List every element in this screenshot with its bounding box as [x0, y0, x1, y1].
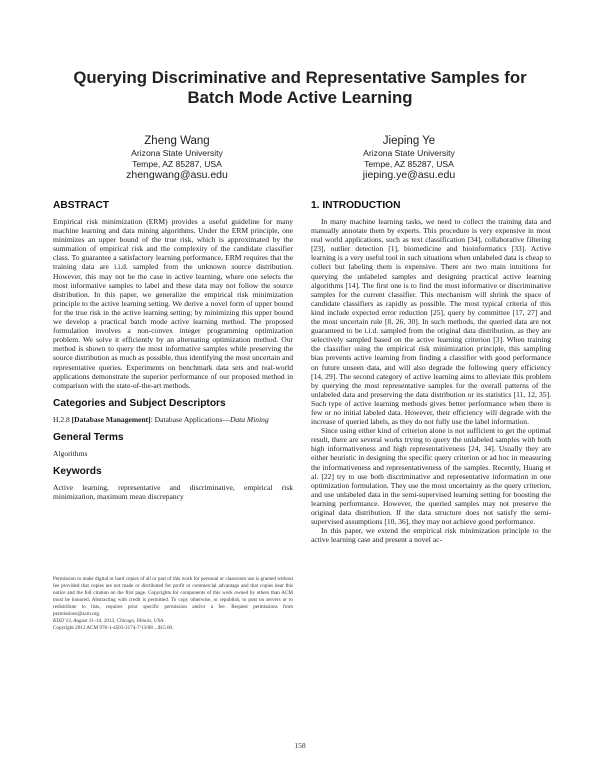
abstract-text: Empirical risk minimization (ERM) provides a useful guideline for many machine learning and data mining algorithms. Under the ERM principle, one minimizes an upper bound of the true risk, which is approximated by the summation of empirical risk and the complexity of the candidate classifier class. To guarantee a satisfactory learning performance, ERM requires that the training data are i.i.d. sampled from the unknown source distribution. However, this may not be the case in active learning, where one selects the most informative samples to label and these data may not follow the source distribution. In this paper, we generalize the empirical risk minimization principle to the active learning setting. We derive a novel form of upper bound for the true risk in the active learning setting; by minimizing this upper bound we develop a practical batch mode active learning method. The proposed formulation involves a non-convex integer programming optimization problem. We solve it efficiently by an alternating optimization method. Our method is shown to query the most informative samples while preserving the source distribution as much as possible, thus identifying the most uncertain and representative queries. Experiments on benchmark data sets and real-world applications demonstrate the superior performance of our proposed method in comparison with the state-of-the-art methods.: [53, 217, 293, 390]
author-email: jieping.ye@asu.edu: [362, 169, 456, 181]
title-line-2: Batch Mode Active Learning: [187, 88, 413, 107]
paper-title: [40, 68, 560, 108]
category-desc: : Database Applications—: [150, 414, 230, 424]
keywords-heading: Keywords: [53, 465, 102, 477]
category-bold: [Database Management]: [71, 414, 151, 424]
author-name: Jieping Ye: [382, 135, 436, 147]
categories-text: [53, 415, 293, 424]
right-column: [311, 200, 551, 544]
permission-notice: [53, 576, 293, 632]
abstract-heading: ABSTRACT: [53, 200, 110, 211]
author-block-1: [77, 135, 277, 182]
author-address: Tempe, AZ 85287, USA: [132, 158, 222, 169]
permission-text: Permission to make digital or hard copies of all or part of this work for personal or classroom use is granted without fee provided that copies are not made or distributed for profit or commercial advantage and that copies bear this notice and the full citation on the first page. Copyrights for components of this work owned by others than ACM must be honored. Abstracting with credit is permitted. To copy otherwise, or republish, to post on servers or to redistribute to lists, requires prior specific permission and/or a fee. Request permissions from permissions@acm.org.: [53, 576, 293, 617]
category-italic: Data Mining: [229, 414, 269, 424]
keywords-text: Active learning, representative and discriminative, empirical risk minimization, maximum mean discrepancy: [53, 482, 293, 502]
venue-line: KDD’13, August 11–14, 2013, Chicago, Illinois, USA.: [53, 618, 165, 624]
left-column: [53, 200, 293, 501]
categories-heading: Categories and Subject Descriptors: [53, 397, 226, 409]
author-email: zhengwang@asu.edu: [126, 169, 228, 181]
intro-paragraph-3: In this paper, we extend the empirical risk minimization principle to the active learning case and present a novel ac-: [311, 526, 551, 545]
title-line-1: Querying Discriminative and Representative Samples for: [73, 68, 527, 87]
author-name: Zheng Wang: [144, 135, 210, 147]
general-terms-heading: General Terms: [53, 431, 124, 443]
author-affiliation: Arizona State University: [131, 148, 223, 158]
general-terms-text: Algorithms: [53, 448, 88, 458]
introduction-heading: 1. INTRODUCTION: [311, 200, 401, 211]
author-block-2: [309, 135, 509, 182]
intro-paragraph-1: In many machine learning tasks, we need to collect the training data and manually annotate them by experts. This procedure is very expensive in most real world applications, such as text classification [34], collaborative filtering [23], outlier detection [1], biomedicine and bioinformatics [33]. Active learning is a very useful tool in such situations when unlabeled data is cheap to collect but labeling them is expensive. There are two main intuitions for querying the unlabeled samples and designing practical active learning algorithms [14]. The first one is to find the most informative or discriminative samples for the current classifier. This mechanism will shrink the space of candidate classifiers as rapidly as possible. The most typical criteria of this kind include expected error reduction [25], query by committee [17, 27] and the most uncertain rule [8, 26, 30]. In such methods, the queried data are not guaranteed to be i.i.d. sampled from the original data distribution, as they are selectively sampled based on the active learning criterion [3]. When training the classifier using the empirical risk minimization principle, this sampling bias prevents active learning from finding a classifier with good performance on future unseen data, and will also degrade the following query efficiency [14, 29]. The second category of active learning aims to alleviate this problem by querying the most representative samples for the overall patterns of the unlabeled data and preserving the data distribution or its statistics [11, 12, 35]. Such type of active learning methods gives better performance when there is few or no initial labeled data. However, their efficiency will degrade with the increase of queried labels, as they do not fully use the label information.: [311, 217, 551, 427]
author-address: Tempe, AZ 85287, USA: [364, 158, 454, 169]
author-affiliation: Arizona State University: [363, 148, 455, 158]
page-number: 158: [294, 741, 306, 750]
intro-paragraph-2: Since using either kind of criterion alone is not sufficient to get the optimal result, there are several works trying to query the unlabeled samples with both high informativeness and high representativeness [24, 34]. Usually they are either heuristic in designing the specific query criterion or ad hoc in measuring the informativeness and representativeness of the samples. Recently, Huang et al. [22] try to use both discriminative and representative information in one optimization formulation. They use the most uncertainty as the query criterion, and use unlabeled data in the semi-supervised learning setting for boosting the learning performance. However, the queried samples may not preserve the original data distribution. If the data structure does not satisfy the semi-supervised assumptions [10, 36], they may not achieve good performance.: [311, 426, 551, 527]
copyright-line: Copyright 2013 ACM 978-1-4503-2174-7/13/08 ...$15.00.: [53, 625, 174, 631]
category-code: H.2.8: [53, 414, 70, 424]
